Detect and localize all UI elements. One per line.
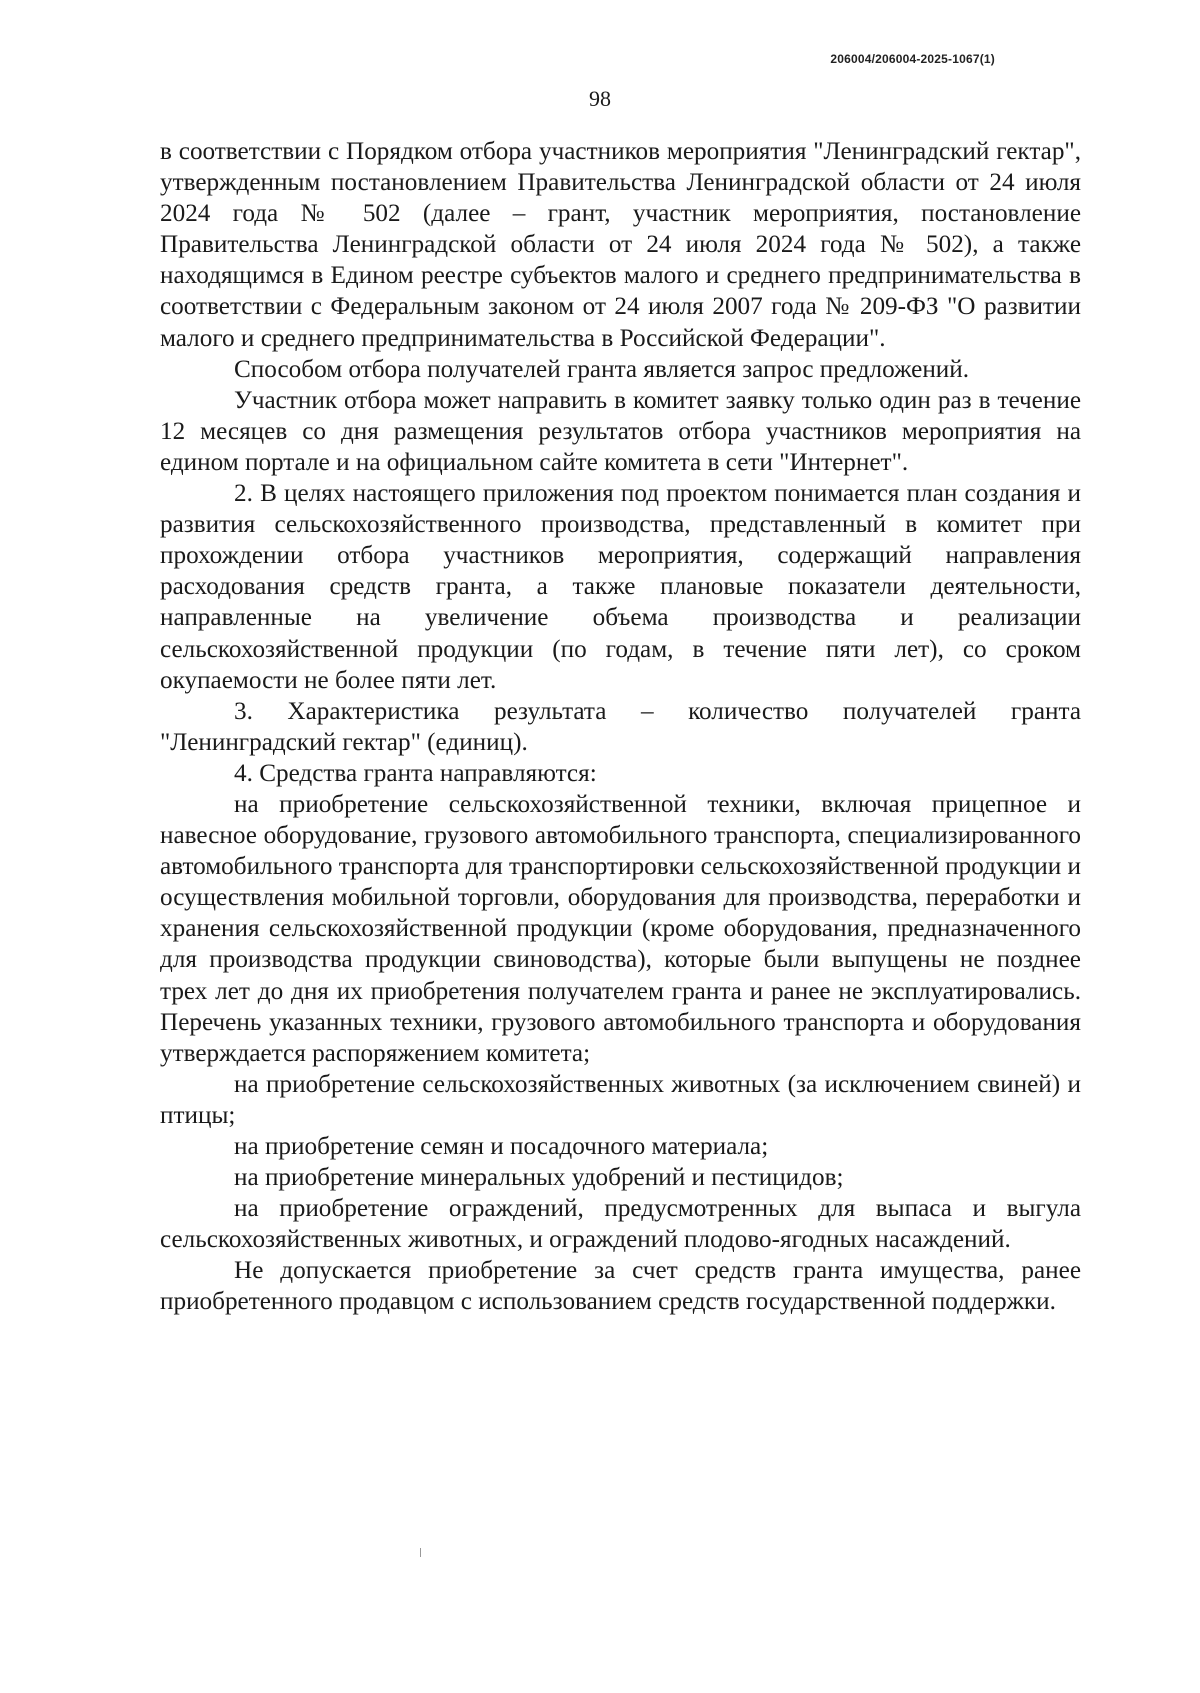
document-body <box>160 136 1081 1318</box>
paragraph-7: на приобретение сельскохозяйственной техники, включая прицепное и навесное оборудование, грузового автомобильного транспорта, специализированного автомобильного транспорта для транспортировки сельскохозяйственной продукции и осуществления мобильной торговли, оборудования для производства, переработки и хранения сельскохозяйственной продукции (кроме оборудования, предназначенного для производства продукции свиноводства), которые были выпущены не позднее трех лет до дня их приобретения получателем гранта и ранее не эксплуатировались. Перечень указанных техники, грузового автомобильного транспорта и оборудования утверждается распоряжением комитета; <box>160 790 1081 1067</box>
paragraph-8: на приобретение сельскохозяйственных животных (за исключением свиней) и птицы; <box>160 1070 1081 1129</box>
paragraph-6: 4. Средства гранта направляются: <box>234 759 597 787</box>
paragraph-1: в соответствии с Порядком отбора участников мероприятия "Ленинградский гектар", утвержденным постановлением Правительства Ленинградской области от 24 июля 2024 года № 502 (далее – грант, участник мероприятия, постановление Правительства Ленинградской области от 24 июля 2024 года № 502), а также находящимся в Едином реестре субъектов малого и среднего предпринимательства в соответствии с Федеральным законом от 24 июля 2007 года № 209-ФЗ "О развитии малого и среднего предпринимательства в Российской Федерации". <box>160 138 1081 352</box>
paragraph-2: Способом отбора получателей гранта является запрос предложений. <box>234 355 970 383</box>
paragraph-10: на приобретение минеральных удобрений и пестицидов; <box>234 1164 844 1192</box>
paragraph-5: 3. Характеристика результата – количество получателей гранта "Ленинградский гектар" (единиц). <box>160 697 1081 756</box>
paragraph-3: Участник отбора может направить в комитет заявку только один раз в течение 12 месяцев со дня размещения результатов отбора участников мероприятия на едином портале и на официальном сайте комитета в сети "Интернет". <box>160 386 1081 476</box>
paragraph-11: на приобретение ограждений, предусмотренных для выпаса и выгула сельскохозяйственных животных, и ограждений плодово-ягодных насаждений. <box>160 1195 1081 1254</box>
paragraph-9: на приобретение семян и посадочного материала; <box>234 1133 769 1160</box>
document-id: 206004/206004-2025-1067(1) <box>830 52 995 66</box>
scan-artifact <box>420 1548 421 1557</box>
paragraph-12: Не допускается приобретение за счет средств гранта имущества, ранее приобретенного продавцом с использованием средств государственной поддержки. <box>160 1257 1081 1316</box>
paragraph-4: 2. В целях настоящего приложения под проектом понимается план создания и развития сельскохозяйственного производства, представленный в комитет при прохождении отбора участников мероприятия, содержащий направления расходования средств гранта, а также плановые показатели деятельности, направленные на увеличение объема производства и реализации сельскохозяйственной продукции (по годам, в течение пяти лет), со сроком окупаемости не более пяти лет. <box>160 480 1081 694</box>
page-number: 98 <box>589 86 611 111</box>
